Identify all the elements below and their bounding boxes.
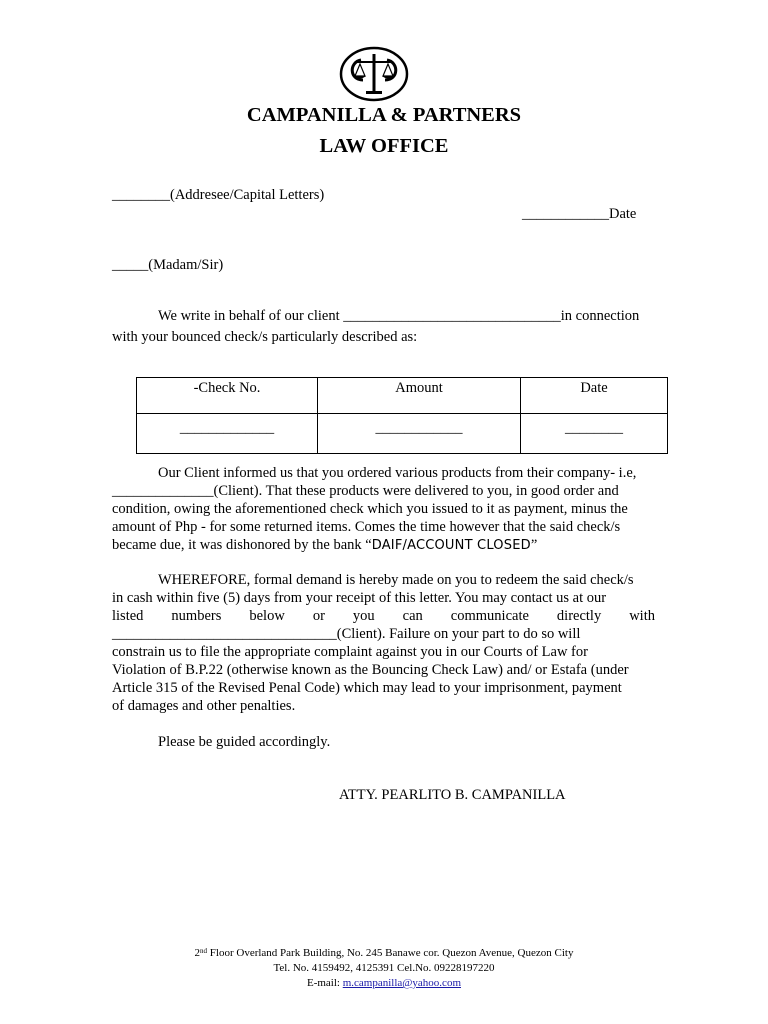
paragraph-1-line-2: with your bounced check/s particularly described as:: [112, 329, 418, 345]
paragraph-3-line-8: of damages and other penalties.: [112, 698, 296, 714]
paragraph-3-line-1: WHEREFORE, formal demand is hereby made on you to redeem the said check/s: [158, 572, 634, 588]
footer-address: [0, 946, 768, 960]
paragraph-2-line-2: ______________(Client). That these products were delivered to you, in good order and: [112, 483, 619, 499]
date-cell: ________: [521, 414, 668, 454]
paragraph-2-line-4: amount of Php - for some returned items. Comes the time however that the said check/s: [112, 519, 621, 535]
paragraph-3-line-4: _______________________________(Client). Failure on your part to do so will: [112, 626, 581, 642]
addressee-line: ________(Addresee/Capital Letters): [112, 187, 325, 203]
signatory-name: ATTY. PEARLITO B. CAMPANILLA: [339, 787, 566, 803]
footer-phones: Tel. No. 4159492, 4125391 Cel.No. 09228197220: [273, 962, 495, 974]
closing-line: Please be guided accordingly.: [158, 734, 331, 750]
floor-ordinal: nd: [200, 947, 208, 955]
paragraph-1-line-1: We write in behalf of our client ______________________________in connection: [158, 308, 640, 324]
firm-name: CAMPANILLA & PARTNERS: [246, 104, 522, 126]
footer-email: [0, 976, 768, 990]
paragraph-2-line-5: [112, 536, 537, 555]
amount-cell: ____________: [318, 414, 521, 454]
date-line: ____________Date: [522, 206, 637, 222]
check-table-header: [137, 378, 668, 414]
paragraph-2-line-3: condition, owing the aforementioned check which you issued to it as payment, minus the: [112, 501, 628, 517]
office-title: LAW OFFICE: [319, 135, 449, 157]
salutation: _____(Madam/Sir): [112, 257, 224, 273]
date-header: Date: [521, 378, 668, 414]
paragraph-2-line-5-text: became due, it was dishonored by the bank “: [112, 537, 372, 553]
email-label: E-mail:: [306, 977, 343, 989]
amount-header: Amount: [318, 378, 521, 414]
law-office-logo-icon: [339, 46, 409, 102]
paragraph-3-line-3-text: listed numbers below or you can communicate directly with: [112, 608, 655, 624]
closing-quote: ”: [530, 537, 538, 553]
floor-number: 2: [194, 947, 201, 959]
check-table: [136, 377, 668, 454]
check-no-cell: _____________: [137, 414, 318, 454]
bank-reason-code: DAIF/ACCOUNT CLOSED: [371, 538, 531, 553]
paragraph-3-line-5: constrain us to file the appropriate complaint against you in our Courts of Law for: [112, 644, 588, 660]
table-row: [137, 414, 668, 454]
paragraph-3-line-2: in cash within five (5) days from your receipt of this letter. You may contact us at our: [112, 590, 607, 606]
check-no-header: -Check No.: [137, 378, 318, 414]
address-text: Floor Overland Park Building, No. 245 Banawe cor. Quezon Avenue, Quezon City: [207, 947, 574, 959]
paragraph-3-line-6: Violation of B.P.22 (otherwise known as the Bouncing Check Law) and/ or Estafa (under: [112, 662, 629, 678]
paragraph-2-line-1: Our Client informed us that you ordered various products from their company- i.e,: [158, 465, 637, 481]
paragraph-3-line-3: [112, 607, 655, 625]
email-link[interactable]: m.campanilla@yahoo.com: [342, 977, 461, 989]
paragraph-3-line-7: Article 315 of the Revised Penal Code) which may lead to your imprisonment, payment: [112, 680, 622, 696]
